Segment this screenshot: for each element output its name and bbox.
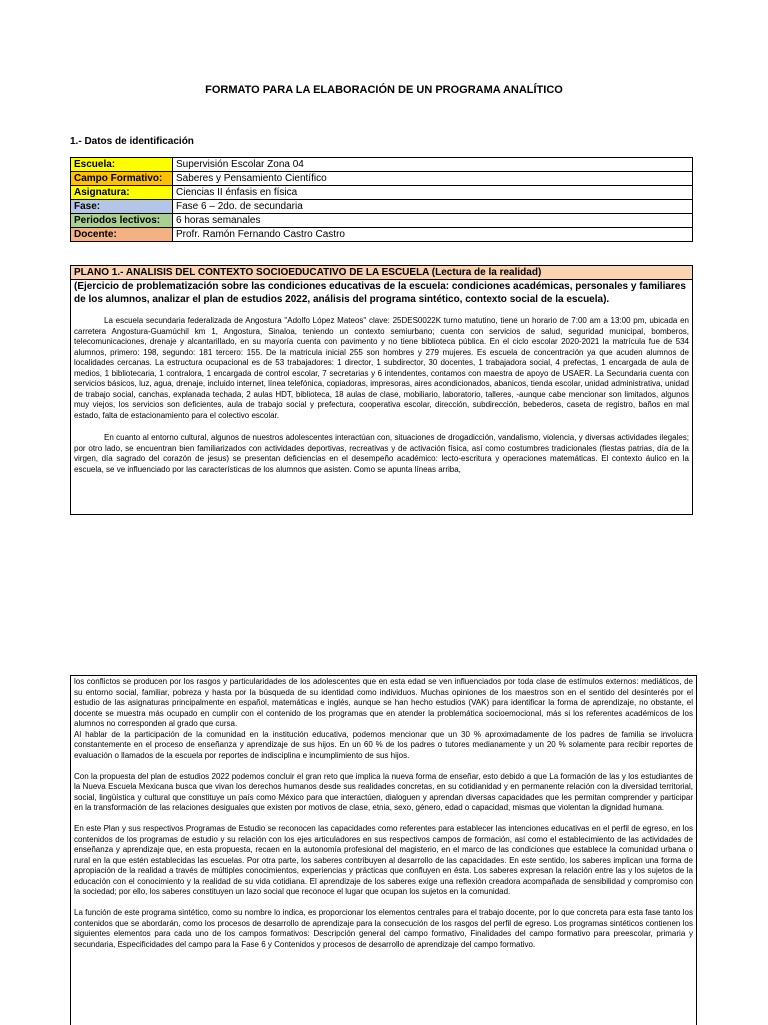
table-row: [71, 214, 693, 228]
table-row: [71, 158, 693, 172]
paragraph: En este Plan y sus respectivos Programas de Estudio se reconocen las capacidades como referentes para establecer las intenciones educativas en el perfil de egreso, en los contenidos de los programas de estudio y su relación con los ejes articuladores en sus respectivos campos de formación, así como el establecimiento de las actividades de enseñanza y aprendizaje que, en esta propuesta, recaen en la autonomía profesional del magisterio, en el marco de las condiciones que establece la comunidad urbana o rural en la que estén establecidas las escuelas. Por otra parte, los saberes contribuyen al desarrollo de las capacidades. En este sentido, los saberes implican una forma de apropiación de la realidad a través de múltiples conocimientos, experiencias y prácticas que confluyen en ésta. Los saberes expresan la relación entre las y los sujetos de la educación con el conocimiento y la realidad de su vida cotidiana. El aprendizaje de los saberes exige una reflexión creadora acompañada de sensibilidad y compromiso con la sociedad; por ello, los saberes constituyen un lazo social que reconoce el lugar que ocupan los sujetos en la comunidad.: [74, 824, 693, 896]
row-key: Campo Formativo:: [71, 172, 173, 186]
plano-heading: PLANO 1.- ANALISIS DEL CONTEXTO SOCIOEDUCATIVO DE LA ESCUELA (Lectura de la realidad): [71, 266, 692, 280]
row-key: Escuela:: [71, 158, 173, 172]
paragraph: La escuela secundaria federalizada de Angostura "Adolfo López Mateos" clave: 25DES0022K turno matutino, tiene un horario de 7:00 am a 13:00 pm, ubicada en carretera Angostura-Guamúchil km 1, Angostura, Sinaloa, teniendo un contexto semiurbano; cuenta con servicios de salud, seguridad municipal, bomberos, telecomunicaciones, drenaje y alcantarillado, en su mayoría cuenta con pavimento y no tiene biblioteca pública. En el ciclo escolar 2020-2021 la matrícula fue de 534 alumnos, primero: 198, segundo: 181 tercero: 155. De la matricula inicial 255 son hombres y 279 mujeres. Es escuela de concentración ya que acuden alumnos de localidades cercanas. La estructura ocupacional es de 53 trabajadores: 1 director, 1 subdirector, 30 docentes, 1 trabajadora social, 4 prefectas, 1 encargada de aula de medios, 1 bibliotecaria, 1 contralora, 1 encargada de control escolar, 7 secretarias y 6 intendentes, contamos con maestra de apoyo de USAER. La Secundaria cuenta con servicios básicos, luz, agua, drenaje, incluido internet, línea telefónica, copiadoras, impresoras, aires acondicionados, abanicos, tienda escolar, unidad administrativa, unidad de trabajo social, canchas, explanada techada, 2 aulas HDT, biblioteca, 18 aulas de clase, mobiliario, laboratorio, talleres, -aunque cabe mencionar son limitados, algunos muy viejos, los servicios son deficientes, aula de trabajo social y prefectura, cooperativa escolar, dirección, subdirección, bebederos, caseta de registro, baños en mal estado, falta de estacionamiento para el colectivo escolar.: [74, 316, 689, 420]
continuation-body: [71, 676, 696, 950]
row-value: Profr. Ramón Fernando Castro Castro: [173, 228, 693, 242]
plano-subheading: (Ejercicio de problematización sobre las condiciones educativas de la escuela: condiciones académicas, personales y familiares de los alumnos, analizar el plan de estudios 2022, análisis del programa sintético, contexto social de la escuela).: [74, 281, 686, 305]
identification-table: [70, 157, 693, 242]
paragraph: los conflictos se producen por los rasgos y particularidades de los adolescentes que en esta edad se ven influenciados por toda clase de estímulos externos: mediáticos, de su entorno social, familiar, pobreza y hasta por la búsqueda de su identidad como individuos. Muchas opiniones de los maestros son en el sentido del desinterés por el estudio de las asignaturas principalmente en español, matemáticas e inglés, aunque se han hecho estudios (VAK) para identificar la forma de aprendizaje, no obstante, el docente se muestra más ocupado en cumplir con el contenido de los programas que en atender la problemática socioemocional, más si los referentes académicos de los alumnos no corresponden al grado que cursa.: [74, 677, 693, 728]
row-key: Docente:: [71, 228, 173, 242]
paragraph: Con la propuesta del plan de estudios 2022 podemos concluir el gran reto que implica la nueva forma de enseñar, esto debido a que La formación de las y los estudiantes de la Nueva Escuela Mexicana busca que vivan los derechos humanos desde sus realidades concretas, en su cotidianidad y en permanente relación con la diversidad territorial, social, lingüística y cultural que constituye un país como México para que interactúen, dialoguen y aprendan diversas capacidades que les permitan comprender y participar en la transformación de las relaciones desiguales que existen por motivos de clase, etnia, sexo, género, edad o capacidad, mismas que violentan la dignidad humana.: [74, 771, 693, 812]
row-value: Saberes y Pensamiento Científico: [173, 172, 693, 186]
table-row: [71, 200, 693, 214]
section-heading: 1.- Datos de identificación: [70, 136, 194, 147]
paragraph: En cuanto al entorno cultural, algunos de nuestros adolescentes interactúan con, situaciones de drogadicción, vandalismo, violencia, y diversas actividades ilegales; por otro lado, se encuentran bien familiarizados con actividades deportivas, recreativas y de activación física, así como costumbres tradicionales (fiestas patrias, día de la virgen, día sagrado del corazón de jesus) se presentan deficiencias en el desempeño académico: lecto-escritura y operaciones matemáticas. El contexto áulico en la escuela, se ve influenciado por las características de los alumnos que asisten. Como se apunta líneas arriba,: [74, 433, 689, 474]
row-key: Periodos lectivos:: [71, 214, 173, 228]
row-key: Asignatura:: [71, 186, 173, 200]
row-value: Fase 6 – 2do. de secundaria: [173, 200, 693, 214]
table-row: [71, 228, 693, 242]
paragraph: La función de este programa sintético, como su nombre lo indica, es proporcionar los elementos centrales para el trabajo docente, por lo que concreta para esta fase tanto los contenidos que se abordarán, como los procesos de desarrollo de aprendizaje para la consecución de los rasgos del perfil de egreso. Los programas sintéticos contienen los siguientes elementos para cada uno de los campos formativos: Descripción general del campo formativo, Finalidades del campo formativo para preescolar, primaria y secundaria, Especificidades del campo para la Fase 6 y Contenidos y procesos de desarrollo de aprendizaje del campo formativo.: [74, 908, 693, 949]
continuation-box: [70, 675, 697, 1025]
row-value: 6 horas semanales: [173, 214, 693, 228]
table-row: [71, 186, 693, 200]
table-row: [71, 172, 693, 186]
document-title: FORMATO PARA LA ELABORACIÓN DE UN PROGRAMA ANALÍTICO: [205, 84, 563, 96]
paragraph: Al hablar de la participación de la comunidad en la institución educativa, podemos mencionar que un 30 % aproximadamente de los padres de familia se involucra constantemente en el proceso de enseñanza y aprendizaje de sus hijos. En un 60 % de los padres o tutores medianamente y un 20 % solamente para recibir reportes de evaluación o llamados de la escuela por reportes de indisciplina e incumplimiento de sus hijos.: [74, 729, 693, 760]
row-value: Supervisión Escolar Zona 04: [173, 158, 693, 172]
row-key: Fase:: [71, 200, 173, 214]
plano-box: [70, 265, 693, 515]
plano-body: [71, 316, 692, 475]
row-value: Ciencias II énfasis en física: [173, 186, 693, 200]
